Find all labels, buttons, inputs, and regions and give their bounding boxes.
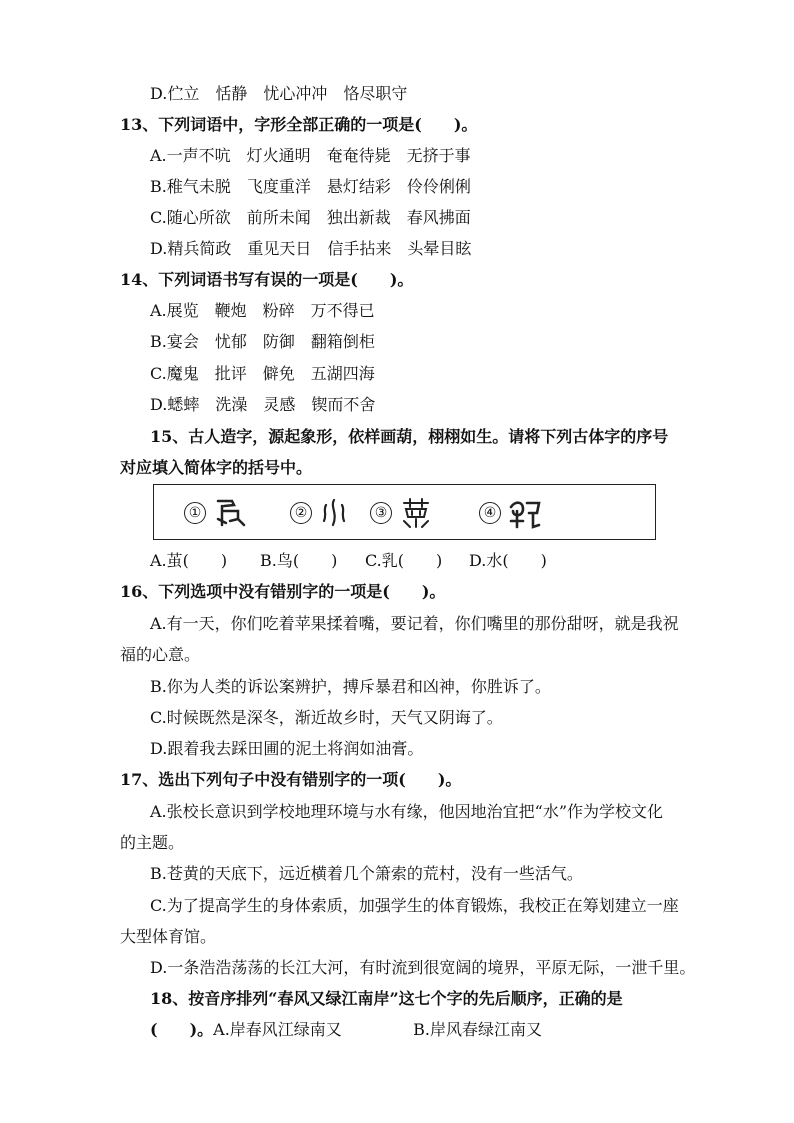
glyph-4 [479,497,543,529]
q17-option-a-line1: A.张校长意识到学校地理环境与水有缘，他因地治宜把“水”作为学校文化 [150,802,664,821]
q13-option-c: C.随心所欲 前所未闻 独出新裁 春风拂面 [150,208,471,227]
q18-answer-paren: ( )。 [150,1020,214,1039]
q13-option-b: B.稚气未脱 飞度重洋 悬灯结彩 伶伶俐俐 [150,177,471,196]
glyph-2 [290,497,354,529]
q17-option-b: B.苍黄的天底下，远近横着几个箫索的荒村，没有一些活气。 [150,864,583,883]
seal-bird-icon [212,497,248,529]
q15-option-a: A.茧( ) [150,551,228,570]
q16-option-a-line2: 福的心意。 [120,645,201,664]
q16-option-a-line1: A.有一天，你们吃着苹果揉着嘴，要记着，你们嘴里的那份甜呀，就是我祝 [150,614,679,633]
q14-option-d: D.蟋蟀 洗澡 灵感 锲而不舍 [150,395,376,414]
glyph-1-number: ① [184,502,206,524]
q18-option-b: B.岸风春绿江南又 [413,1020,543,1039]
q14-option-b: B.宴会 忧郁 防御 翻箱倒柜 [150,332,375,351]
q14-option-c: C.魔鬼 批评 僻免 五湖四海 [150,364,375,383]
q17-option-a-line2: 的主题。 [120,833,185,852]
q18-line2 [150,1020,684,1040]
q13-option-a: A.一声不吭 灯火通明 奄奄待毙 无挤于事 [150,146,471,165]
q16-stem: 16、下列选项中没有错别字的一项是( )。 [120,582,446,601]
q15-option-c: C.乳( ) [365,551,443,570]
q15-options [150,551,684,571]
ancient-glyph-box [153,484,656,540]
q16-option-c: C.时候既然是深冬，渐近故乡时，天气又阴诲了。 [150,708,503,727]
q17-option-c-line1: C.为了提高学生的身体索质，加强学生的体育锻炼，我校正在筹划建立一座 [150,896,679,915]
q15-stem-line2: 对应填入简体字的括号中。 [120,458,313,477]
seal-cocoon-icon [398,497,434,529]
q17-option-c-line2: 大型体育馆。 [120,927,217,946]
q17-stem: 17、选出下列句子中没有错别字的一项( )。 [120,770,462,789]
q18-stem-line1: 18、按音序排列“春风又绿江南岸”这七个字的先后顺序，正确的是 [150,989,623,1008]
q15-stem-line1: 15、古人造字，源起象形，依样画葫，栩栩如生。请将下列古体字的序号 [150,427,669,446]
seal-water-icon [318,497,354,529]
q14-option-a: A.展览 鞭炮 粉碎 万不得已 [150,301,375,320]
seal-breast-icon [507,497,543,529]
q13-option-d: D.精兵简政 重见天日 信手拈来 头晕目眩 [150,239,472,258]
glyph-1 [184,497,248,529]
q16-option-d: D.跟着我去踩田圃的泥土将润如油膏。 [150,739,424,758]
glyph-3-number: ③ [370,502,392,524]
q14-stem: 14、下列词语书写有误的一项是( )。 [120,270,414,289]
q17-option-d: D.一条浩浩荡荡的长江大河，有时流到很宽阔的境界，平原无际，一泄千里。 [150,958,696,977]
glyph-2-number: ② [290,502,312,524]
q18-option-a: A.岸春风江绿南又 [213,1020,342,1039]
q13-stem: 13、下列词语中，字形全部正确的一项是( )。 [120,115,478,134]
q12-option-d: D.伫立 恬静 忧心冲冲 恪尽职守 [150,84,408,103]
glyph-3 [370,497,434,529]
q16-option-b: B.你为人类的诉讼案辨护，搏斥暴君和凶神，你胜诉了。 [150,677,551,696]
glyph-4-number: ④ [479,502,501,524]
q15-option-b: B.鸟( ) [260,551,338,570]
q15-option-d: D.水( ) [469,551,547,570]
